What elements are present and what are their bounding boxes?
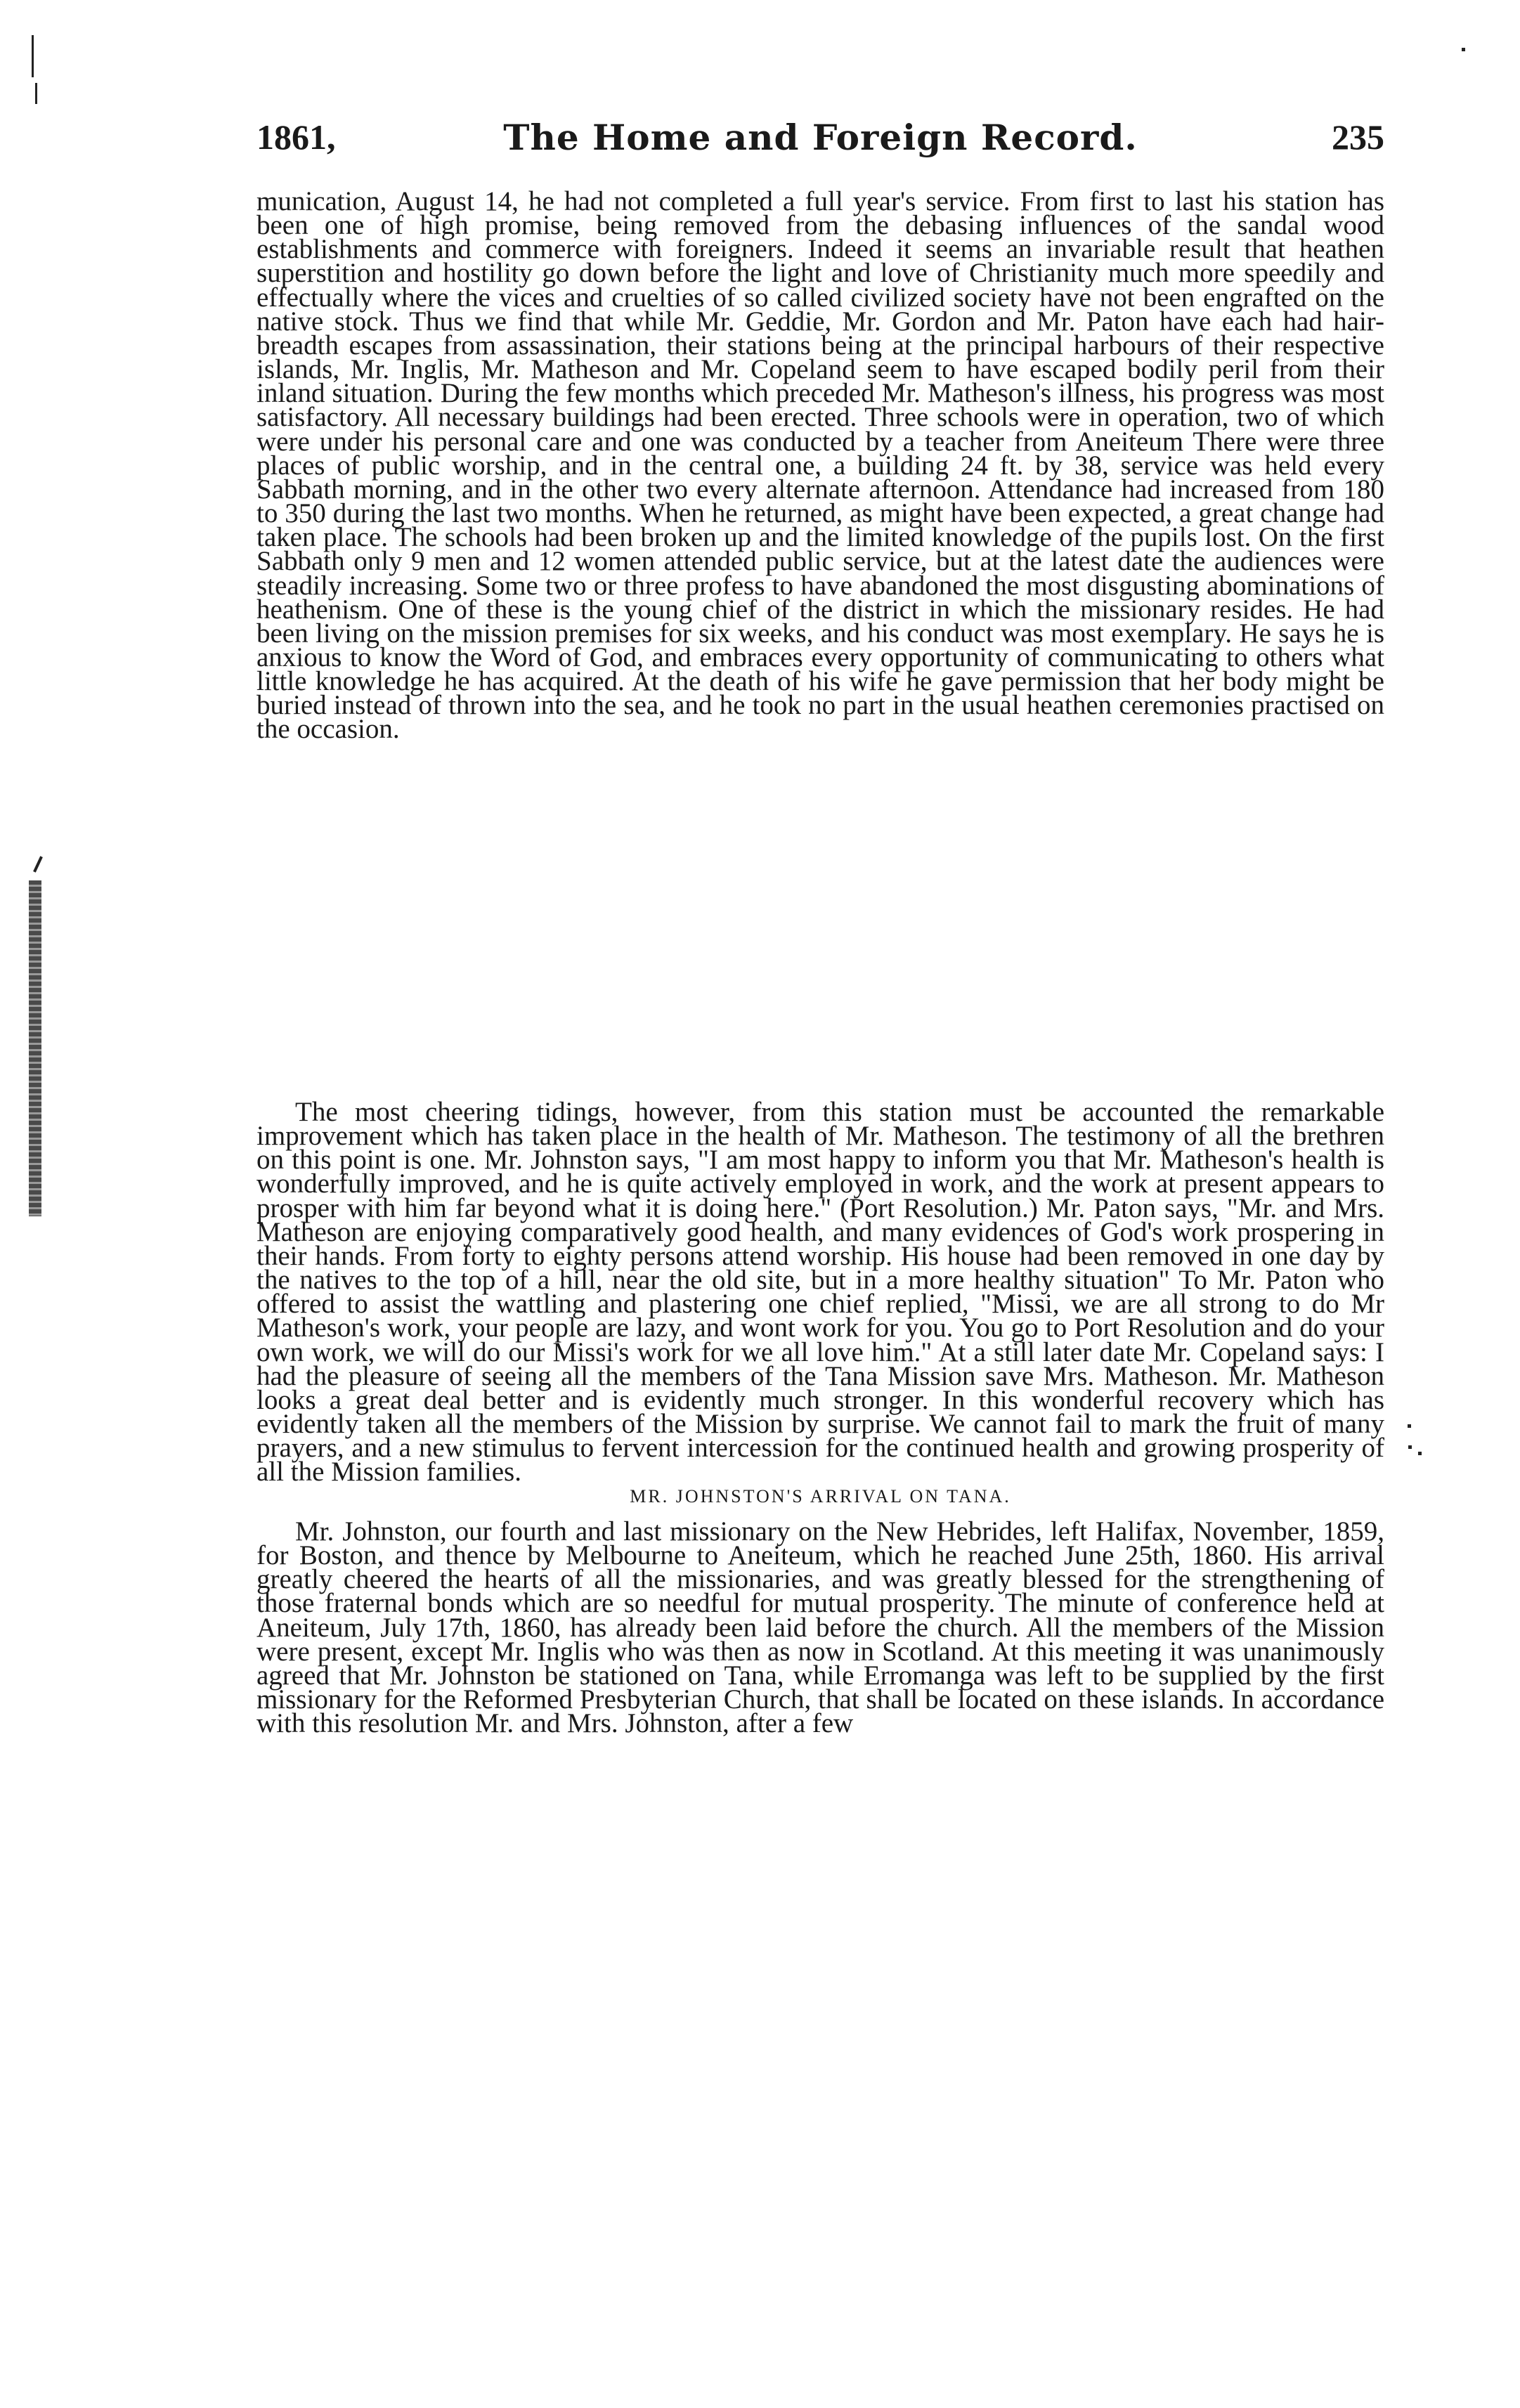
header-year: 1861, (256, 117, 336, 157)
section-heading: MR. JOHNSTON'S ARRIVAL ON TANA. (630, 1486, 1011, 1506)
paragraph-2: The most cheering tidings, however, from this station must be accounted the remarkable improvement which has taken place in the health of Mr. Matheson. The testimony of all the brethren on this point is one. Mr. Johnston says, "I am most happy to inform you that Mr. Matheson's health is wonderfully improved, and he is quite actively employed in work, and the work at present appears to prosper with him far beyond what it is doing here." (Port Resolution.) Mr. Paton says, "Mr. and Mrs. Matheson are enjoying comparatively good health, and many evidences of God's work prospering in their hands. From forty to eighty persons attend worship. His house had been removed in one day by the natives to the top of a hill, near the old site, but in a more healthy situation" To Mr. Paton who offered to assist the wattling and plastering one chief replied, "Missi, we are all strong to do Mr Matheson's work, your people are lazy, and wont work for you. You go to Port Resolution and do your own work, we will do our Missi's work for we all love him." At a still later date Mr. Copeland says: I had the pleasure of seeing all the members of the Tana Mission save Mrs. Matheson. Mr. Matheson looks a great deal better and is evidently much stronger. In this wonderful recovery which has evidently taken all the members of the Mission by surprise. We cannot fail to mark the fruit of many prayers, and a new stimulus to fervent intercession for the continued health and growing prosperity of all the Mission families. (256, 1097, 1384, 1488)
scan-mark-top-left-2 (35, 83, 37, 104)
page-number: 235 (1332, 117, 1384, 157)
paragraph-arrival (256, 1516, 1384, 1739)
paragraph-health-report (256, 1097, 1384, 1488)
scan-mark-top-right (1462, 48, 1465, 51)
running-title: The Home and Foreign Record. (503, 117, 1138, 158)
paragraph-continuation (256, 186, 1384, 745)
scan-mark-right-2 (1408, 1445, 1412, 1449)
scan-mark-top-left (32, 35, 34, 77)
binding-edge-mark (29, 880, 41, 1216)
scan-mark-right-3 (1418, 1452, 1422, 1455)
scan-mark-right-1 (1408, 1424, 1411, 1428)
paragraph-3: Mr. Johnston, our fourth and last missionary on the New Hebrides, left Halifax, November, 1859, for Boston, and thence by Melbourne to Aneiteum, which he reached June 25th, 1860. His arrival greatly cheered the hearts of all the missionaries, and was greatly blessed for the strengthening of those fraternal bonds which are so needful for mutual prosperity. The minute of conference held at Aneiteum, July 17th, 1860, has already been laid before the church. All the members of the Mission were present, except Mr. Inglis who was then as now in Scotland. At this meeting it was unanimously agreed that Mr. Johnston be stationed on Tana, while Erromanga was left to be supplied by the first missionary for the Reformed Presbyterian Church, that shall be located on these islands. In accordance with this resolution Mr. and Mrs. Johnston, after a few (256, 1516, 1384, 1739)
scan-mark-margin (33, 856, 43, 872)
paragraph-1: munication, August 14, he had not completed a full year's service. From first to last his station has been one of high promise, being removed from the debasing influences of the sandal wood establishments and commerce with foreigners. Indeed it seems an invariable result that heathen superstition and hostility go down before the light and love of Christianity much more speedily and effectually where the vices and cruelties of so called civilized society have not been engrafted on the native stock. Thus we find that while Mr. Geddie, Mr. Gordon and Mr. Paton have each had hair-breadth escapes from assassination, their stations being at the principal harbours of their respective islands, Mr. Inglis, Mr. Matheson and Mr. Copeland seem to have escaped bodily peril from their inland situation. During the few months which preceded Mr. Matheson's illness, his progress was most satisfactory. All necessary buildings had been erected. Three schools were in operation, two of which were under his personal care and one was conducted by a teacher from Aneiteum There were three places of public worship, and in the central one, a building 24 ft. by 38, service was held every Sabbath morning, and in the other two every alternate afternoon. Attendance had increased from 180 to 350 during the last two months. When he returned, as might have been expected, a great change had taken place. The schools had been broken up and the limited knowledge of the pupils lost. On the first Sabbath only 9 men and 12 women attended public service, but at the latest date the audiences were steadily increasing. Some two or three profess to have abandoned the most disgusting abominations of heathenism. One of these is the young chief of the district in which the missionary resides. He had been living on the mission premises for six weeks, and his conduct was most exemplary. He says he is anxious to know the Word of God, and embraces every opportunity of communicating to others what little knowledge he has acquired. At the death of his wife he gave permission that her body might be buried instead of thrown into the sea, and he took no part in the usual heathen ceremonies practised on the occasion. (256, 186, 1384, 745)
page-header (256, 117, 1384, 173)
